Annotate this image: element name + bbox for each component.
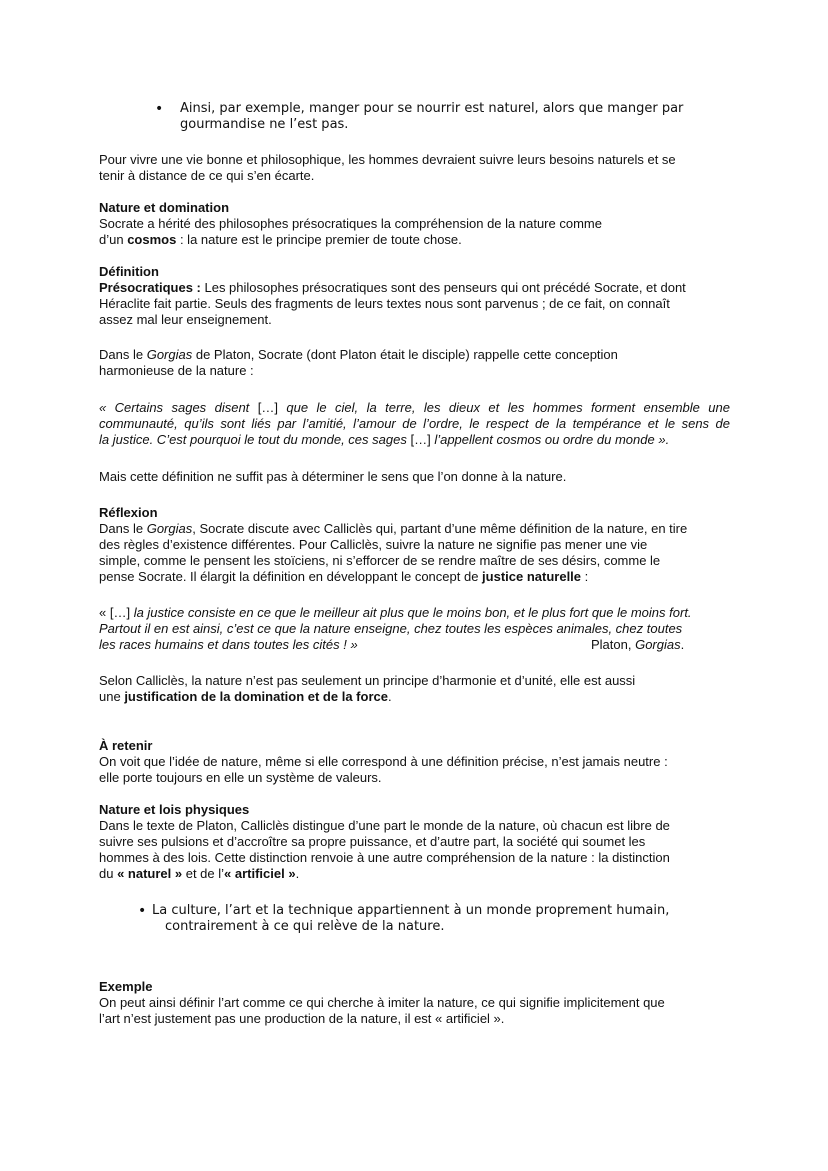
text-line: des règles d’existence différentes. Pour Calliclès, suivre la nature ne signifie pas mener une vie	[99, 537, 648, 552]
term-cosmos: cosmos	[127, 232, 177, 247]
section-heading: Définition	[99, 264, 159, 279]
text-line: Dans le Gorgias, Socrate discute avec Calliclès qui, partant d’une même définition de la nature, en tire	[99, 521, 688, 536]
quote-line: « […] la justice consiste en ce que le meilleur ait plus que le moins bon, et le plus fort que le moins fort.	[99, 605, 692, 620]
text-line: l’art n’est justement pas une production de la nature, il est « artificiel ».	[99, 1011, 505, 1026]
term-artificiel: « artificiel »	[224, 866, 296, 881]
book-title: Gorgias	[146, 347, 193, 362]
text-line: Dans le Gorgias de Platon, Socrate (dont Platon était le disciple) rappelle cette conception	[99, 347, 618, 362]
quote-source: Platon, Gorgias.	[591, 637, 685, 652]
text-line: Héraclite fait partie. Seuls des fragments de leurs textes nous sont parvenus ; de ce fait, on connaît	[99, 296, 670, 311]
quote-line: les races humains et dans toutes les cités ! » Platon, Gorgias.	[99, 637, 685, 652]
quote-justice	[99, 605, 730, 653]
paragraph-not-enough	[99, 469, 739, 485]
text-line: pense Socrate. Il élargit la définition en développant le concept de justice naturelle :	[99, 569, 589, 584]
quote-line: communauté, qu’ils sont liés par l’amitié, l’amour de l’ordre, le respect de la tempérance et le sens de	[99, 416, 730, 431]
section-exemple	[99, 979, 739, 1027]
quote-line: Partout il en est ainsi, c’est ce que la nature enseigne, chez toutes les espèces animales, chez toutes	[99, 621, 683, 636]
paragraph-intro	[99, 152, 739, 184]
text-line: hommes à des lois. Cette distinction renvoie à une autre compréhension de la nature : la distinction	[99, 850, 670, 865]
text-line: Socrate a hérité des philosophes présocratiques la compréhension de la nature comme	[99, 216, 602, 231]
bullet-dot-icon: •	[155, 101, 164, 117]
section-heading: Réflexion	[99, 505, 158, 520]
section-heading: Exemple	[99, 979, 153, 994]
quote-line: « Certains sages disent […] que le ciel, la terre, les dieux et les hommes forment ensemble une	[99, 400, 730, 415]
text-line: du « naturel » et de l’« artificiel ».	[99, 866, 300, 881]
section-heading: À retenir	[99, 738, 153, 753]
text-line: assez mal leur enseignement.	[99, 312, 272, 327]
text-line: harmonieuse de la nature :	[99, 363, 254, 378]
book-title: Gorgias	[146, 521, 193, 536]
bullet-line: contrairement à ce qui relève de la nature.	[165, 919, 445, 934]
text-line: d’un cosmos : la nature est le principe premier de toute chose.	[99, 232, 462, 247]
text-line: On voit que l’idée de nature, même si elle correspond à une définition précise, n’est jamais neutre :	[99, 754, 668, 769]
section-nature-lois	[99, 802, 739, 882]
quote-line: la justice. C’est pourquoi le tout du monde, ces sages […] l’appellent cosmos ou ordre du monde ».	[99, 432, 670, 447]
text-line: tenir à distance de ce qui s’en écarte.	[99, 168, 315, 183]
section-definition	[99, 264, 739, 328]
term-presocratiques: Présocratiques :	[99, 280, 201, 295]
section-nature-domination	[99, 200, 739, 248]
text-line: elle porte toujours en elle un système de valeurs.	[99, 770, 382, 785]
section-heading: Nature et lois physiques	[99, 802, 250, 817]
quote-cosmos	[99, 400, 730, 448]
text-line: une justification de la domination et de la force.	[99, 689, 392, 704]
text-line: On peut ainsi définir l’art comme ce qui cherche à imiter la nature, ce qui signifie implicitement que	[99, 995, 665, 1010]
text-line: Mais cette définition ne suffit pas à déterminer le sens que l’on donne à la nature.	[99, 469, 567, 484]
text-line: Pour vivre une vie bonne et philosophique, les hommes devraient suivre leurs besoins naturels et se	[99, 152, 676, 167]
section-reflexion	[99, 505, 739, 585]
text-line: Présocratiques : Les philosophes présocratiques sont des penseurs qui ont précédé Socrate, et dont	[99, 280, 686, 295]
text-line: simple, comme le pensent les stoïciens, ni s’efforcer de se rendre maître de ses désirs, comme le	[99, 553, 661, 568]
term-justification: justification de la domination et de la force	[124, 689, 388, 704]
bullet-dot-icon: •	[138, 903, 147, 919]
term-justice-naturelle: justice naturelle	[482, 569, 582, 584]
bullet-line: gourmandise ne l’est pas.	[180, 117, 349, 132]
paragraph-gorgias-intro	[99, 347, 739, 379]
text-line: Dans le texte de Platon, Calliclès distingue d’une part le monde de la nature, où chacun est libre de	[99, 818, 670, 833]
text-line: suivre ses pulsions et d’accroître sa propre puissance, et d’autre part, la société qui soumet les	[99, 834, 646, 849]
term-naturel: « naturel »	[117, 866, 183, 881]
text-line: Selon Calliclès, la nature n’est pas seulement un principe d’harmonie et d’unité, elle est aussi	[99, 673, 636, 688]
bullet-line: Ainsi, par exemple, manger pour se nourrir est naturel, alors que manger par	[180, 101, 684, 116]
bullet-line: La culture, l’art et la technique appartiennent à un monde proprement humain,	[152, 903, 670, 918]
section-heading: Nature et domination	[99, 200, 230, 215]
section-a-retenir	[99, 738, 739, 786]
paragraph-callicles	[99, 673, 739, 705]
